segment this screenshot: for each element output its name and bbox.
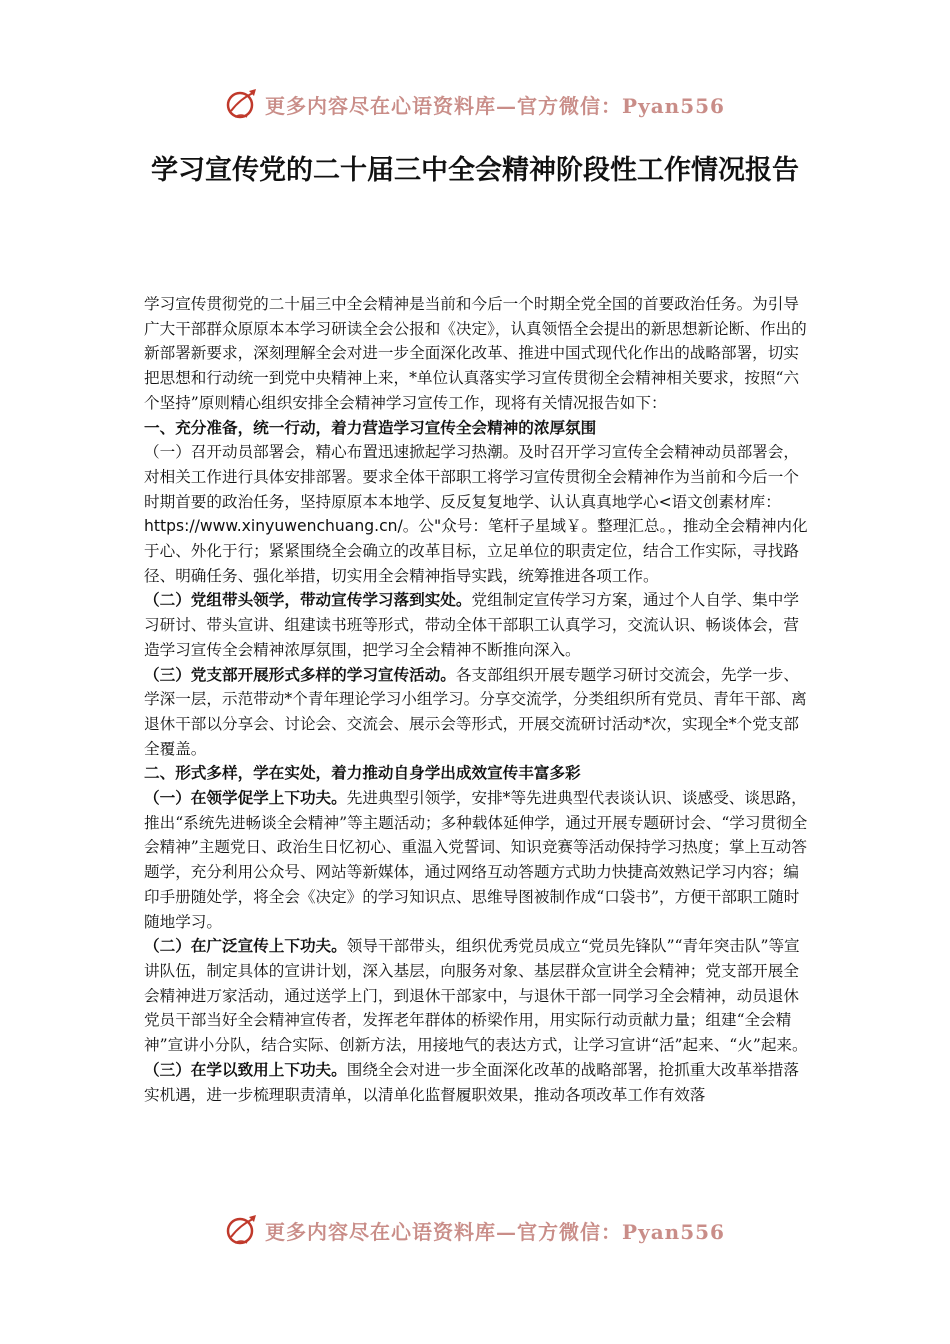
section2-item1-text: 先进典型引领学，安排*等先进典型代表谈认识、谈感受、谈思路，推出“系统先进畅谈全会精神”等主题活动；多种载体延伸学，通过开展专题研讨会、“学习贯彻全会精神”主题党日、政治生日忆初心、重温入党誓词、知识竞赛等活动保持学习热度；掌上互动答题学，充分利用公众号、网站等新媒体，通过网络互动答题方式助力快捷高效熟记学习内容；编印手册随处学，将全会《决定》的学习知识点、思维导图被制作成“口袋书”，方便干部职工随时随地学习。 xyxy=(144,789,808,931)
intro-paragraph: 学习宣传贯彻党的二十届三中全会精神是当前和今后一个时期全党全国的首要政治任务。为引导广大干部群众原原本本学习研读全会公报和《决定》，认真领悟全会提出的新思想新论断、作出的新部署新要求，深刻理解全会对进一步全面深化改革、推进中国式现代化作出的战略部署，切实把思想和行动统一到党中央精神上来，*单位认真落实学习宣传贯彻全会精神相关要求，按照“六个坚持”原则精心组织安排全会精神学习宣传工作，现将有关情况报告如下： xyxy=(144,295,807,412)
section2-item2 xyxy=(144,934,812,1058)
section1-item2-lead: （二）党组带头领学，带动宣传学习落到实处。 xyxy=(144,591,472,610)
section1-item3 xyxy=(144,663,812,762)
section2-item2-text: 领导干部带头，组织优秀党员成立“党员先锋队”“青年突击队”等宣讲队伍，制定具体的宣讲计划，深入基层，向服务对象、基层群众宣讲全会精神；党支部开展全会精神进万家活动，通过送学上门，到退休干部家中，与退休干部一同学习全会精神，动员退休党员干部当好全会精神宣传者，发挥老年群体的桥梁作用，用实际行动贡献力量；组建“全会精神”宣讲小分队，结合实际、创新方法，用接地气的表达方式，让学习宣讲“活”起来、“火”起来。 xyxy=(144,937,808,1055)
section1-item3-text: 各支部组织开展专题学习研讨交流会，先学一步、学深一层，示范带动*个青年理论学习小组学习。分享交流学，分类组织所有党员、青年干部、离退休干部以分享会、讨论会、交流会、展示会等形式，开展交流研讨活动*次，实现全*个党支部全覆盖。 xyxy=(144,665,807,758)
watermark-banner-top xyxy=(0,84,950,124)
pen-globe-logo-icon xyxy=(225,1213,259,1247)
watermark-banner-bottom xyxy=(0,1210,950,1250)
section2-item3-text: 围绕全会对进一步全面深化改革的战略部署，抢抓重大改革举措落实机遇，进一步梳理职责清单，以清单化监督履职效果，推动各项改革工作有效落 xyxy=(144,1060,799,1104)
section2-item1 xyxy=(144,786,812,934)
watermark-text: 更多内容尽在心语资料库—官方微信：Pyan556 xyxy=(265,1219,725,1244)
watermark-text: 更多内容尽在心语资料库—官方微信：Pyan556 xyxy=(265,93,725,118)
section1-item1: （一）召开动员部署会，精心布置迅速掀起学习热潮。及时召开学习宣传全会精神动员部署会，对相关工作进行具体安排部署。要求全体干部职工将学习宣传贯彻全会精神作为当前和今后一个时期首要的政治任务，坚持原原本本地学、反反复复地学、认认真真地学心<语文创素材库：https://www.xinyuwenchuang.cn/。公"众号：笔杆子星域￥。整理汇总。，推动全会精神内化于心、外化于行；紧紧围绕全会确立的改革目标，立足单位的职责定位，结合工作实际，寻找路径、明确任务、强化举措，切实用全会精神指导实践，统筹推进各项工作。 xyxy=(144,443,808,585)
document-title: 学习宣传党的二十届三中全会精神阶段性工作情况报告 xyxy=(151,155,799,186)
section1-item3-lead: （三）党支部开展形式多样的学习宣传活动。 xyxy=(144,665,456,684)
section2-item3 xyxy=(144,1058,812,1107)
section2-heading: 二、形式多样，学在实处，着力推动自身学出成效宣传丰富多彩 xyxy=(144,764,581,783)
section2-item2-lead: （二）在广泛宣传上下功夫。 xyxy=(144,937,347,956)
section2-item3-lead: （三）在学以致用上下功夫。 xyxy=(144,1060,347,1079)
pen-globe-logo-icon xyxy=(225,87,259,121)
section2-item1-lead: （一）在领学促学上下功夫。 xyxy=(144,789,347,808)
section1-item2 xyxy=(144,588,812,662)
section1-heading: 一、充分准备，统一行动，着力营造学习宣传全会精神的浓厚氛围 xyxy=(144,418,597,437)
document-body xyxy=(144,292,812,1107)
section1-item2-text: 党组制定宣传学习方案，通过个人自学、集中学习研讨、带头宣讲、组建读书班等形式，带动全体干部职工认真学习，交流认识、畅谈体会，营造学习宣传全会精神浓厚氛围，把学习全会精神不断推向深入。 xyxy=(144,591,799,659)
